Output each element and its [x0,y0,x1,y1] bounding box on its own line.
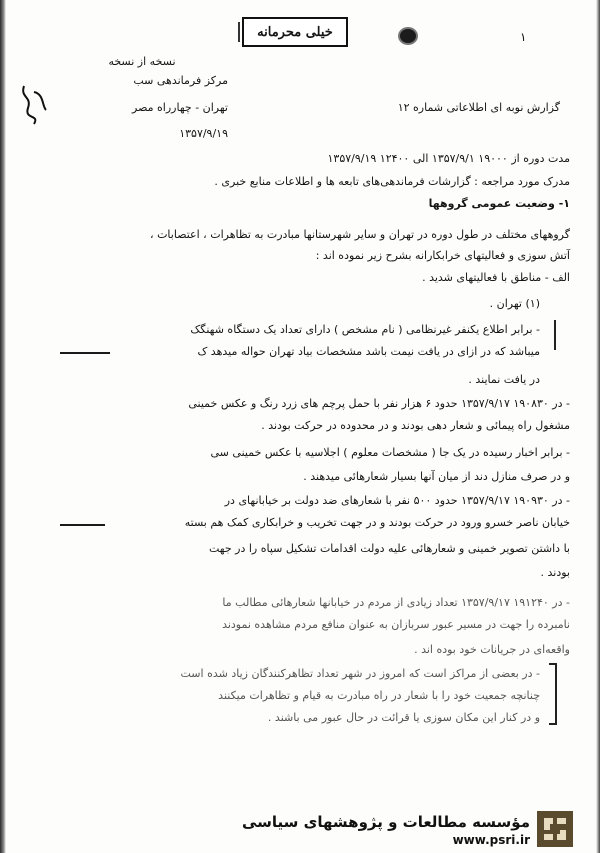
issuer-location: تهران - چهارراه مصر [132,101,228,114]
classification-stamp: خیلی محرمانه [242,17,348,47]
entry-line: واقعه‌ای در جریانات خود بوده اند . [414,643,570,656]
entry-line: - در ۱۹۱۲۴۰ ۱۳۵۷/۹/۱۷ تعداد زیادی از مردم در خیابانها شعارهائی مطالب ما [222,596,570,609]
entry-line: مشغول راه پیمائی و شعار دهی بودند و در محدوده در حرکت بودند . [261,419,570,432]
report-title: گزارش نوبه ای اطلاعاتی شماره ۱۲ [397,101,560,114]
margin-bracket [548,320,556,350]
entry-line: با داشتن تصویر خمینی و شعارهائی علیه دولت اقدامات تشکیل سپاه را در جهت [208,542,570,555]
list-item-tehran: (۱) تهران . [489,297,540,310]
list-item-alef: الف - مناطق با فعالیتهای شدید . [422,271,570,284]
report-period: مدت دوره از ۱۹۰۰۰ ۱۳۵۷/۹/۱ الی ۱۲۴۰۰ ۱۳۵۷/۹/۱۹ [327,152,570,165]
institute-url[interactable]: www.psri.ir [452,833,530,847]
entry-line: - برابر اطلاع یکنفر غیرنظامی ( نام مشخص ) دارای تعداد یک دستگاه شهنگک [190,323,540,336]
entry-line: - در ۱۹۰۹۳۰ ۱۳۵۷/۹/۱۷ حدود ۵۰۰ نفر با شعارهای ضد دولت بر خیابانهای در [224,494,570,507]
scan-edge-left [0,0,6,853]
entry-line: خیابان ناصر خسرو ورود در حرکت بودند و در جهت تخریب و خرابکاری کمک هم بسته [184,516,570,529]
bracket-line: و در کنار این مکان سوزی یا قرائت در حال عبور می باشند . [267,711,540,724]
scan-edge-right [596,0,600,853]
entry-line: نامبرده را جهت در مسیر عبور سربازان به عنوان منافع مردم مشاهده نمودند [222,618,570,631]
issuer: مرکز فرماندهی سب [133,74,228,87]
institute-name: مؤسسه مطالعات و پژوهشهای سیاسی [241,813,530,831]
paragraph-line: آتش سوزی و فعالیتهای خرابکارانه بشرح زیر نموده اند : [315,249,570,262]
bracket-line: - در بعضی از مراکز است که امروز در شهر تعداد تظاهرکنندگان زیاد شده است [180,667,540,680]
seal-icon [400,29,416,43]
redaction-mark [60,352,110,354]
page-mark: ۱ [520,30,527,44]
redaction-mark [60,524,105,526]
entry-line: در یافت نمایند . [468,373,540,386]
bracket-line: چنانچه جمعیت خود را با شعار در راه مبادرت به قیام و تظاهرات میکنند [218,689,540,702]
issue-date: ۱۳۵۷/۹/۱۹ [179,127,228,140]
entry-line: و در صرف منازل دند از میان آنها بسیار شعارهائی میدهند . [303,470,570,483]
paragraph-line: گروههای مختلف در طول دوره در تهران و سایر شهرستانها مبادرت به تظاهرات ، اعتصابات ، [150,228,570,241]
entry-line: - در ۱۹۰۸۳۰ ۱۳۵۷/۹/۱۷ حدود ۶ هزار نفر با حمل پرچم های زرد رنگ و عکس خمینی [188,397,570,410]
entry-line: بودند . [540,566,570,579]
entry-line: - برابر اخبار رسیده در یک جا ( مشخصات معلوم ) اجلاسیه با عکس خمینی سی [210,446,570,459]
entry-line: میباشد که در ازای در یافت نیمت باشد مشخصات بیاد تهران حواله میدهد ک [197,345,540,358]
margin-bracket [549,663,557,725]
signature-icon [18,80,50,130]
section-heading: ۱- وضعیت عمومی گروهها [428,197,570,210]
institute-logo-icon [536,810,574,848]
reference-line: مدرک مورد مراجعه : گزارشات فرماندهی‌های تابعه ها و اطلاعات منابع خبری . [214,175,570,188]
copy-line: نسخه از نسخه [108,55,176,68]
